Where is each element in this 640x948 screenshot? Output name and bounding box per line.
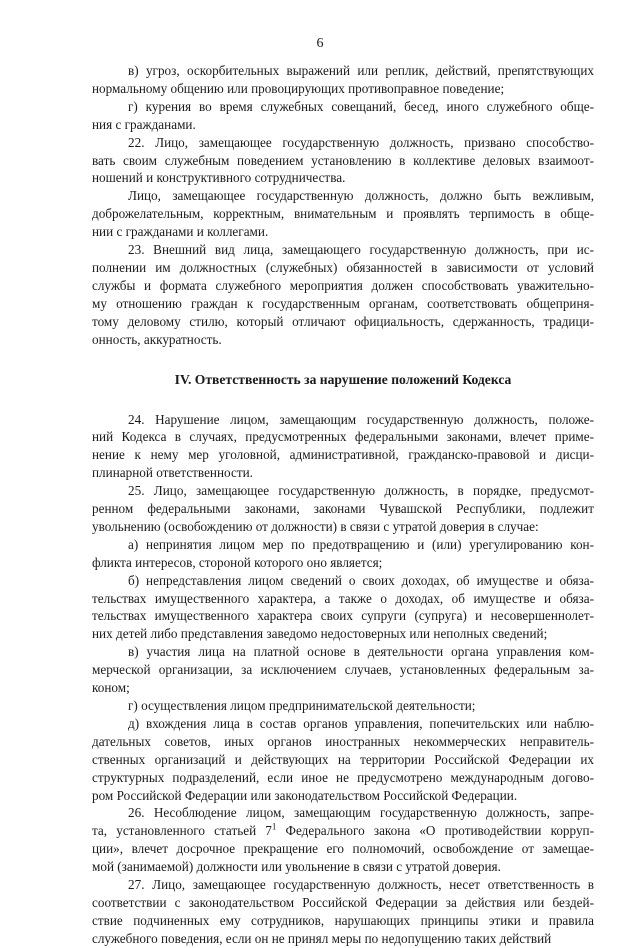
paragraph [92, 187, 594, 241]
paragraph [92, 98, 594, 134]
text-line: тельствах имущественного характера, а также о доходах, об имуществе и обяза- [92, 590, 594, 606]
paragraph [92, 804, 594, 876]
text-line: в) угроз, оскорбительных выражений или реплик, действий, препятствующих [128, 63, 594, 78]
text-line: д) вхождения лица в состав органов управления, попечительских или наблю- [128, 715, 594, 731]
paragraph [92, 572, 594, 644]
text-line: а) непринятия лицом мер по предотвращению и (или) урегулированию кон- [128, 536, 594, 552]
text-line: 25. Лицо, замещающее государственную должность, в порядке, предусмот- [128, 483, 594, 499]
text-line: ственных организаций и действующих на территории Российской Федерации их [92, 751, 594, 767]
text-line: 22. Лицо, замещающее государственную должность, призвано способство- [128, 134, 594, 150]
text-line: ции», влечет досрочное прекращение его полномочий, освобождение от замещае- [92, 841, 594, 857]
text-line: ром Российской Федерации или законодательством Российской Федерации. [92, 787, 518, 803]
text-line: соответствии с законодательством Российской Федерации за действия или бездей- [92, 894, 594, 910]
text-line: мерческой организации, за исключением случаев, установленных федеральным за- [92, 662, 594, 678]
text-line: ношений и конструктивного сотрудничества. [92, 170, 346, 186]
text-line: Лицо, замещающее государственную должность, должно быть вежливым, [128, 188, 594, 204]
text-line: нии с гражданами и коллегами. [92, 224, 269, 240]
text-line: тельствах имущественного характера своих супруги (супруга) и несовершеннолет- [92, 608, 594, 624]
superscript: 1 [271, 821, 277, 832]
text-line: увольнению (освобождению от должности) в связи с утратой доверия в случае: [92, 518, 539, 534]
document-body [92, 62, 594, 948]
text-line: 24. Нарушение лицом, замещающим государственную должность, положе- [128, 411, 594, 427]
text-line: нормальному общению или провоцирующих противоправное поведение; [92, 80, 505, 96]
paragraph [92, 876, 594, 948]
text-line: дательных советов, иных органов иностранных некоммерческих неправитель- [92, 733, 594, 749]
paragraph [92, 482, 594, 536]
text-line: ствие подчиненных ему сотрудников, нарушающих принципы этики и правила [92, 912, 594, 928]
text-line: тому деловому стилю, который отличают официальность, сдержанность, традици- [92, 313, 594, 329]
text-line: ний Кодекса в случаях, предусмотренных федеральными законами, влечет приме- [92, 429, 594, 445]
paragraph [92, 697, 594, 715]
text-line: ренном федеральными законами, законами Чувашской Республики, подлежит [92, 501, 594, 517]
text-line: г) осуществления лицом предпринимательской деятельности; [128, 698, 476, 713]
paragraph [92, 62, 594, 98]
text-line: му отношению граждан к государственным органам, соответствовать общеприня- [92, 295, 594, 311]
text-line: г) курения во время служебных совещаний, бесед, иного служебного обще- [128, 98, 594, 114]
text-line: нение к нему мер уголовной, административной, гражданско-правовой и дисци- [92, 447, 594, 463]
text-line: б) непредставления лицом сведений о своих доходах, об имуществе и обяза- [128, 572, 594, 588]
text-line: мой (занимаемой) должности или увольнение в связи с утратой доверия. [92, 859, 501, 875]
paragraph [92, 715, 594, 805]
paragraph [92, 536, 594, 572]
paragraph [92, 241, 594, 348]
text-line: доброжелательным, корректным, внимательным и проявлять терпимость в обще- [92, 206, 594, 222]
text-line: онность, аккуратность. [92, 331, 222, 347]
text-line: службы и формата служебного мероприятия должен способствовать уважительно- [92, 277, 594, 293]
text-line: фликта интересов, стороной которого оно является; [92, 554, 383, 570]
page-number: 6 [316, 36, 324, 51]
text-line: плинарной ответственности. [92, 465, 253, 481]
text-line: вать своим служебным поведением установлению в коллективе деловых взаимоот- [92, 152, 594, 168]
text-line: 23. Внешний вид лица, замещающего государственную должность, при ис- [128, 242, 594, 258]
text-line: них детей либо представления заведомо недостоверных или неполных сведений; [92, 626, 548, 642]
paragraph [92, 411, 594, 483]
text-line: служебного поведения, если он не принял меры по недопущению таких действий [92, 930, 552, 946]
text-line: в) участия лица на платной основе в деятельности органа управления ком- [128, 644, 594, 660]
text-line: коном; [92, 680, 130, 696]
text-line: 26. Несоблюдение лицом, замещающим государственную должность, запре- [128, 805, 594, 821]
paragraph [92, 643, 594, 697]
text-line: та, установленного статьей $7^1$ Федерального закона «О противодействии корруп- [92, 821, 594, 839]
text-line: 27. Лицо, замещающее государственную должность, несет ответственность в [128, 877, 594, 893]
text-line: ния с гражданами. [92, 116, 196, 132]
section-heading: IV. Ответственность за нарушение положений Кодекса [174, 371, 512, 387]
text-line: полнении им должностных (служебных) обязанностей в зависимости от условий [92, 259, 594, 275]
text-line: структурных подразделений, если иное не предусмотрено международным догово- [92, 769, 594, 785]
paragraph [92, 134, 594, 188]
